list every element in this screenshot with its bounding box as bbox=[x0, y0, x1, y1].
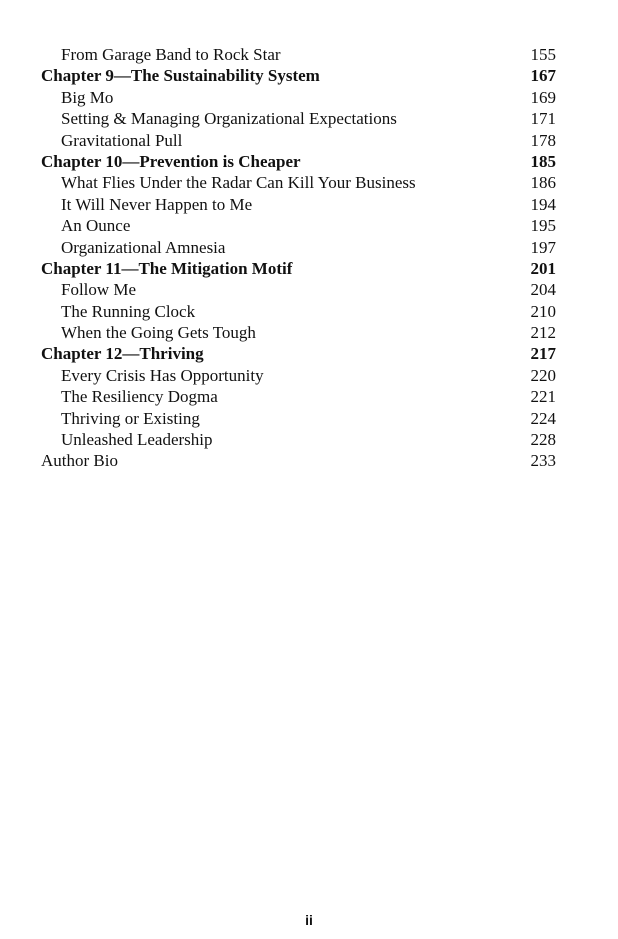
toc-entry-title: From Garage Band to Rock Star bbox=[61, 45, 281, 64]
toc-entry-page-number: 185 bbox=[530, 151, 556, 171]
toc-section-entry bbox=[41, 194, 556, 215]
toc-entry-page-number: 155 bbox=[530, 45, 556, 64]
toc-entry-page-number: 197 bbox=[530, 237, 556, 257]
toc-section-entry bbox=[41, 322, 556, 343]
toc-entry-page-number: 224 bbox=[530, 408, 556, 428]
toc-entry-title: Author Bio bbox=[41, 451, 118, 471]
toc-entry-page-number: 201 bbox=[530, 258, 556, 278]
toc-entry-title: Thriving or Existing bbox=[61, 408, 200, 428]
toc-entry-title: An Ounce bbox=[61, 216, 131, 236]
toc-entry-page-number: 171 bbox=[530, 109, 556, 129]
toc-entry-title: The Resiliency Dogma bbox=[61, 387, 218, 407]
toc-entry-page-number: 178 bbox=[530, 130, 556, 150]
toc-chapter-entry bbox=[41, 258, 556, 279]
toc-entry-title: Unleashed Leadership bbox=[61, 430, 213, 450]
toc-entry-title: It Will Never Happen to Me bbox=[61, 194, 253, 214]
toc-chapter-entry bbox=[41, 151, 556, 172]
toc-entry-title: Big Mo bbox=[61, 87, 114, 107]
toc-entry-page-number: 194 bbox=[530, 194, 556, 214]
toc-entry-page-number: 212 bbox=[530, 323, 556, 343]
toc-section-entry bbox=[41, 237, 556, 258]
toc-entry-title: Chapter 12—Thriving bbox=[41, 344, 204, 364]
toc-entry-page-number: 233 bbox=[530, 451, 556, 471]
toc-entry-page-number: 221 bbox=[530, 387, 556, 407]
toc-section-entry bbox=[41, 365, 556, 386]
toc-entry-page-number: 195 bbox=[530, 216, 556, 236]
toc-section-entry bbox=[41, 301, 556, 322]
toc-section-entry bbox=[41, 408, 556, 429]
toc-entry-title: Organizational Amnesia bbox=[61, 237, 226, 257]
toc-entry-title: Chapter 9—The Sustainability System bbox=[41, 66, 320, 86]
toc-section-entry bbox=[41, 108, 556, 129]
table-of-contents bbox=[41, 44, 556, 472]
toc-section-entry bbox=[41, 130, 556, 151]
toc-section-entry bbox=[41, 172, 556, 193]
toc-section-entry bbox=[41, 386, 556, 407]
toc-entry-title: What Flies Under the Radar Can Kill Your Business bbox=[61, 173, 416, 193]
toc-entry bbox=[41, 450, 556, 471]
toc-entry-title: Follow Me bbox=[61, 280, 137, 300]
toc-entry-title: Chapter 11—The Mitigation Motif bbox=[41, 258, 293, 278]
toc-entry-title: Setting & Managing Organizational Expectations bbox=[61, 109, 397, 129]
toc-section-entry bbox=[41, 87, 556, 108]
toc-entry-page-number: 210 bbox=[530, 301, 556, 321]
toc-entry-page-number: 186 bbox=[530, 173, 556, 193]
toc-entry-page-number: 167 bbox=[530, 66, 556, 86]
toc-entry-page-number: 228 bbox=[530, 430, 556, 450]
toc-entry-title: Chapter 10—Prevention is Cheaper bbox=[41, 151, 301, 171]
toc-section-entry bbox=[41, 279, 556, 300]
toc-section-entry bbox=[41, 215, 556, 236]
toc-chapter-entry bbox=[41, 343, 556, 364]
page-folio: ii bbox=[305, 912, 313, 928]
toc-entry-page-number: 204 bbox=[530, 280, 556, 300]
toc-section-entry bbox=[41, 429, 556, 450]
toc-section-entry bbox=[41, 44, 556, 65]
toc-chapter-entry bbox=[41, 65, 556, 86]
toc-entry-title: Every Crisis Has Opportunity bbox=[61, 365, 264, 385]
toc-entry-page-number: 220 bbox=[530, 365, 556, 385]
toc-entry-title: The Running Clock bbox=[61, 301, 196, 321]
toc-entry-page-number: 169 bbox=[530, 87, 556, 107]
toc-entry-title: When the Going Gets Tough bbox=[61, 323, 256, 343]
toc-entry-page-number: 217 bbox=[530, 344, 556, 364]
toc-entry-title: Gravitational Pull bbox=[61, 130, 183, 150]
